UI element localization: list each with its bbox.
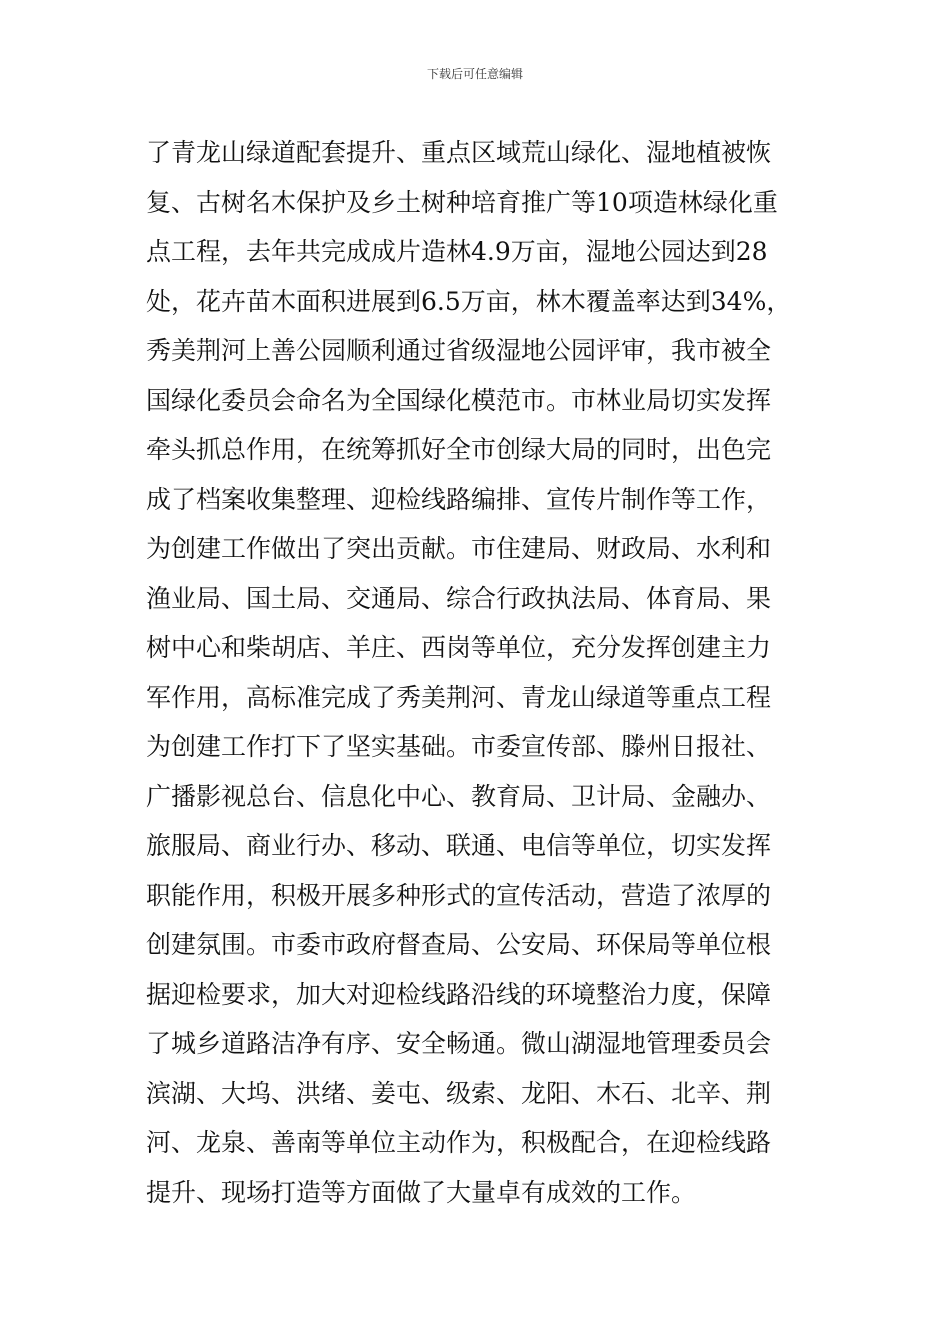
text-line: 点工程，去年共完成成片造林4.9万亩，湿地公园达到28	[146, 237, 768, 266]
text-line: 提升、现场打造等方面做了大量卓有成效的工作。	[146, 1177, 697, 1207]
text-line: 渔业局、国土局、交通局、综合行政执法局、体育局、果	[146, 583, 772, 613]
text-line: 河、龙泉、善南等单位主动作为，积极配合，在迎检线路	[146, 1128, 772, 1157]
text-line: 为创建工作打下了坚实基础。市委宣传部、滕州日报社、	[146, 732, 772, 761]
text-line: 了青龙山绿道配套提升、重点区域荒山绿化、湿地植被恢	[146, 138, 772, 167]
text-line: 军作用，高标准完成了秀美荆河、青龙山绿道等重点工程	[146, 682, 772, 712]
text-line: 国绿化委员会命名为全国绿化模范市。市林业局切实发挥	[146, 385, 772, 415]
text-line: 旅服局、商业行办、移动、联通、电信等单位，切实发挥	[146, 831, 772, 860]
text-line: 复、古树名木保护及乡土树种培育推广等10项造林绿化重	[146, 187, 778, 217]
text-line: 牵头抓总作用，在统筹抓好全市创绿大局的同时，出色完	[146, 435, 772, 464]
text-line: 为创建工作做出了突出贡献。市住建局、财政局、水利和	[146, 534, 772, 563]
page-header: 下载后可任意编辑	[426, 67, 523, 81]
text-line: 滨湖、大坞、洪绪、姜屯、级索、龙阳、木石、北辛、荆	[146, 1078, 772, 1108]
text-line: 职能作用，积极开展多种形式的宣传活动，营造了浓厚的	[146, 880, 772, 910]
text-line: 树中心和柴胡店、羊庄、西岗等单位，充分发挥创建主力	[146, 633, 772, 662]
text-line: 广播影视总台、信息化中心、教育局、卫计局、金融办、	[146, 781, 772, 811]
text-line: 处，花卉苗木面积进展到6.5万亩，林木覆盖率达到34%，	[146, 286, 792, 316]
text-line: 秀美荆河上善公园顺利通过省级湿地公园评审，我市被全	[146, 336, 772, 365]
body-paragraph	[146, 128, 836, 1217]
text-line: 据迎检要求，加大对迎检线路沿线的环境整治力度，保障	[146, 979, 772, 1009]
text-line: 成了档案收集整理、迎检线路编排、宣传片制作等工作，	[146, 484, 772, 514]
text-line: 了城乡道路洁净有序、安全畅通。微山湖湿地管理委员会	[146, 1029, 772, 1058]
text-line: 创建氛围。市委市政府督查局、公安局、环保局等单位根	[146, 930, 772, 959]
